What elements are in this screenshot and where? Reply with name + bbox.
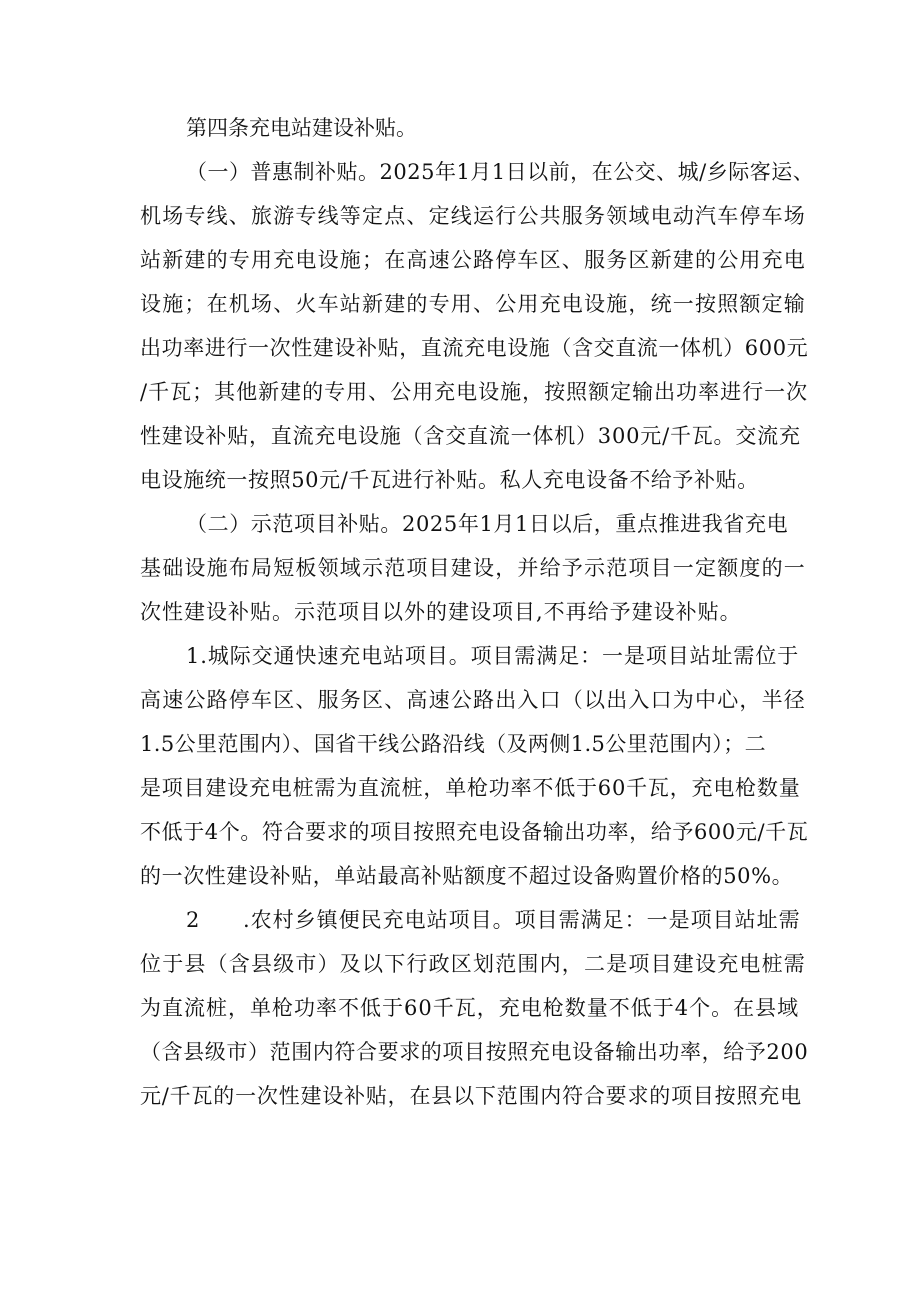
paragraph-line: （一）普惠制补贴。2025年1月1日以前，在公交、城/乡际客运、	[186, 160, 815, 184]
paragraph-line: 不低于4个。符合要求的项目按照充电设备输出功率，给予600元/千瓦	[140, 820, 809, 844]
paragraph-line: 是项目建设充电桩需为直流桩，单枪功率不低于60千瓦，充电枪数量	[140, 776, 801, 800]
paragraph-line: 站新建的专用充电设施；在高速公路停车区、服务区新建的公用充电	[140, 248, 806, 272]
paragraph-line: （二）示范项目补贴。2025年1月1日以后，重点推进我省充电	[186, 512, 789, 536]
paragraph-line: 1.5公里范围内）、国省干线公路沿线（及两侧1.5公里范围内）；二	[140, 732, 766, 756]
paragraph-line: 机场专线、旅游专线等定点、定线运行公共服务领域电动汽车停车场	[140, 204, 806, 228]
paragraph-line: 电设施统一按照50元/千瓦进行补贴。私人充电设备不给予补贴。	[140, 468, 759, 492]
paragraph-line: 高速公路停车区、服务区、高速公路出入口（以出入口为中心，半径	[140, 688, 806, 712]
paragraph-line: /千瓦；其他新建的专用、公用充电设施，按照额定输出功率进行一次	[140, 380, 809, 404]
item-number: 2	[186, 908, 200, 932]
paragraph-line: 位于县（含县级市）及以下行政区划范围内，二是项目建设充电桩需	[140, 952, 806, 976]
paragraph-line: （含县级市）范围内符合要求的项目按照充电设备输出功率，给予200	[140, 1040, 809, 1064]
paragraph-line: 1.城际交通快速充电站项目。项目需满足：一是项目站址需位于	[186, 644, 800, 668]
article-heading: 第四条充电站建设补贴。	[186, 116, 417, 140]
paragraph-line: 基础设施布局短板领域示范项目建设，并给予示范项目一定额度的一	[140, 556, 806, 580]
paragraph-line: 次性建设补贴。示范项目以外的建设项目,不再给予建设补贴。	[140, 600, 742, 624]
paragraph-line: 元/千瓦的一次性建设补贴，在县以下范围内符合要求的项目按照充电	[140, 1084, 802, 1108]
paragraph-line: .农村乡镇便民充电站项目。项目需满足：一是项目站址需	[243, 908, 801, 932]
paragraph-line: 设施；在机场、火车站新建的专用、公用充电设施，统一按照额定输	[140, 292, 806, 316]
paragraph-line: 为直流桩，单枪功率不低于60千瓦，充电枪数量不低于4个。在县域	[140, 996, 800, 1020]
paragraph-line: 的一次性建设补贴，单站最高补贴额度不超过设备购置价格的50%。	[140, 864, 794, 888]
paragraph-line: 出功率进行一次性建设补贴，直流充电设施（含交直流一体机）600元	[140, 336, 809, 360]
paragraph-line: 性建设补贴，直流充电设施（含交直流一体机）300元/千瓦。交流充	[140, 424, 801, 448]
